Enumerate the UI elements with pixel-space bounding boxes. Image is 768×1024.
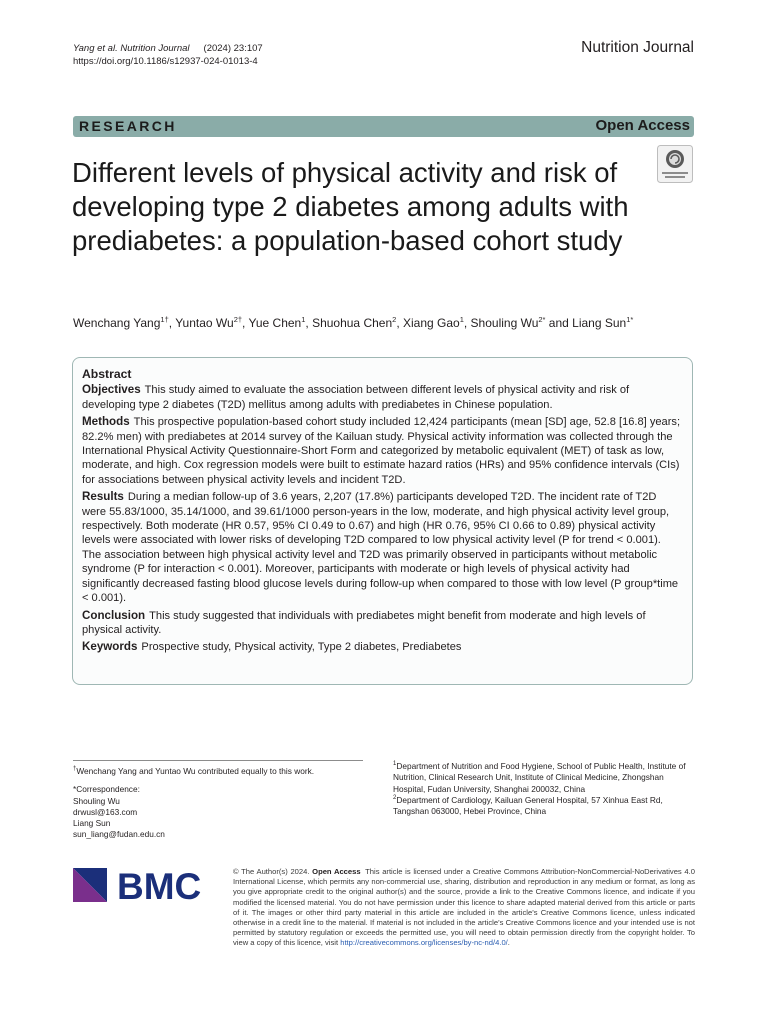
- abstract-box: [72, 357, 693, 685]
- footnote-divider: [73, 760, 363, 761]
- license-link[interactable]: http://creativecommons.org/licenses/by-nc-nd/4.0/: [340, 938, 508, 948]
- affiliation-number: 1: [393, 761, 397, 768]
- author-affiliation-sup: 2†: [233, 315, 243, 324]
- author-separator: ,: [305, 316, 313, 330]
- author-name: Shouling Wu: [470, 316, 539, 330]
- check-for-updates-icon: [657, 145, 693, 183]
- section-label: Methods: [82, 415, 130, 429]
- bmc-logo-text: BMC: [117, 866, 202, 906]
- check-for-updates-badge[interactable]: [657, 145, 693, 183]
- author-affiliation-sup: 2: [392, 315, 397, 324]
- journal-name: Nutrition Journal: [581, 39, 694, 56]
- journal-citation: Yang et al. Nutrition Journal: [73, 43, 190, 54]
- author-affiliation-sup: 1: [301, 315, 306, 324]
- author-name: Yuntao Wu: [175, 316, 234, 330]
- section-text: This study suggested that individuals with prediabetes might benefit from moderate and high levels of physical activity.: [82, 609, 646, 636]
- license-body: This article is licensed under a Creative Commons Attribution-NonCommercial-NoDerivatives 4.0 International License, which permits any non-commercial use, sharing, distribution and reproduction in any medium or format, as long as you give appropriate credit to the original author(s) and the source, provide a link to the Creative Commons licence, and indicate if you modified the licensed material. You do not have permission under this licence to share adapted material derived from this article or parts of it. The images or other third party material in this article are included in the article’s Creative Commons licence, unless indicated otherwise in a credit line to the material. If material is not included in the article’s Creative Commons licence and your intended use is not permitted by statutory regulation or exceeds the permitted use, you will need to obtain permission directly from the copyright holder. To view a copy of this licence, visit: [233, 867, 695, 948]
- affiliation-2: [393, 795, 693, 818]
- author-list: [73, 316, 693, 330]
- contact-email[interactable]: drwusl@163.com: [73, 806, 138, 817]
- equal-contribution-note: †Wenchang Yang and Yuntao Wu contributed equally to this work.: [73, 766, 315, 776]
- section-label: Conclusion: [82, 608, 146, 622]
- running-header: [73, 42, 263, 68]
- correspondence-block: [73, 784, 363, 840]
- section-label: Results: [82, 490, 124, 504]
- affiliation-text: Department of Cardiology, Kailuan General Hospital, 57 Xinhua East Rd, Tangshan 063000, Hebei Province, China: [393, 794, 663, 817]
- section-label: Keywords: [82, 640, 138, 654]
- author-name: Liang Sun: [572, 316, 627, 330]
- contact-email[interactable]: sun_liang@fudan.edu.cn: [73, 829, 165, 840]
- author-name: Xiang Gao: [402, 316, 460, 330]
- section-label: Objectives: [82, 383, 141, 397]
- abstract-conclusion: [82, 609, 682, 638]
- abstract-content: [82, 367, 682, 658]
- open-access-label: Open Access: [595, 117, 690, 134]
- license-tail: .: [507, 938, 510, 948]
- author-affiliation-sup: 1: [459, 315, 464, 324]
- license-text: [233, 867, 695, 949]
- open-access-tag: Open Access: [312, 867, 361, 876]
- contact-name: Liang Sun: [73, 818, 111, 829]
- author-affiliation-sup: 1†: [160, 315, 169, 324]
- abstract-methods: [82, 415, 682, 487]
- author-name: Shuohua Chen: [312, 316, 393, 330]
- abstract-objectives: [82, 383, 682, 412]
- affiliation-1: [393, 761, 693, 795]
- author-separator: ,: [242, 316, 249, 330]
- abstract-heading: Abstract: [82, 367, 132, 381]
- author-affiliation-sup: 1*: [626, 315, 634, 324]
- author-affiliation-sup: 2*: [538, 315, 546, 324]
- correspondence-label: *Correspondence:: [73, 784, 140, 795]
- note-text: Wenchang Yang and Yuntao Wu contributed equally to this work.: [76, 766, 315, 776]
- article-type-label: RESEARCH: [79, 118, 177, 134]
- doi-link[interactable]: https://doi.org/10.1186/s12937-024-01013-4: [73, 56, 258, 67]
- author-separator: ,: [396, 316, 403, 330]
- affiliation-text: Department of Nutrition and Food Hygiene, School of Public Health, Institute of Nutrition, Clinical Research Unit, Institute of Clinical Medicine, Zhongshan Hospital, Fudan University, Shanghai 200032, China: [393, 761, 686, 794]
- volume-info: (2024) 23:107: [203, 43, 263, 54]
- author-name: Yue Chen: [248, 316, 302, 330]
- author-separator: ,: [168, 316, 176, 330]
- section-text: Prospective study, Physical activity, Type 2 diabetes, Prediabetes: [141, 641, 462, 654]
- abstract-keywords: [82, 640, 682, 654]
- article-type-banner: [73, 116, 694, 137]
- copyright: © The Author(s) 2024.: [233, 867, 310, 876]
- section-text: During a median follow-up of 3.6 years, 2,207 (17.8%) participants developed T2D. The incident rate of T2D were 55.83/1000, 35.14/1000, and 39.61/1000 person-years in the low, moderate, and high physical activity level group, respectively. Both moderate (HR 0.57, 95% CI 0.49 to 0.67) and high (HR 0.76, 95% CI 0.66 to 0.89) physical activity levels were associated with lower risks of developing T2D compared to low physical activity level (P for trend < 0.001). The association between high physical activity level and T2D was primarily observed in participants without metabolic syndrome (P for interaction < 0.001). Moreover, participants with moderate or high levels of physical activity had significantly decreased fasting blood glucose levels during follow-up when compared to those with low level (P group*time < 0.001).: [82, 491, 679, 605]
- section-text: This prospective population-based cohort study included 12,424 participants (mean [SD] age, 52.8 [16.8] years; 82.2% men) with prediabetes at 2014 survey of the Kailuan study. Physical activity information was collected through the International Physical Activity Questionnaire-Short Form and categorized by metabolic equivalent (MET) of task as low, moderate, and high. Cox regression models were built to estimate hazard ratios (HRs) and 95% confidence intervals (CIs) for associations between physical activity levels and incident T2D.: [82, 416, 681, 486]
- bmc-logo: [73, 866, 215, 906]
- section-text: This study aimed to evaluate the association between different levels of physical activity and risk of developing type 2 diabetes (T2D) mellitus among adults with prediabetes in Chinese population.: [82, 384, 630, 411]
- footnotes-left: [73, 766, 363, 841]
- abstract-results: [82, 490, 682, 605]
- affiliation-number: 2: [393, 795, 397, 802]
- author-separator: ,: [463, 316, 471, 330]
- affiliations: [393, 761, 693, 817]
- author-name: Wenchang Yang: [73, 316, 161, 330]
- bmc-logo-mark: [73, 866, 215, 906]
- author-separator: and: [545, 316, 573, 330]
- article-title: Different levels of physical activity and risk of developing type 2 diabetes among adults with prediabetes: a population-based cohort study: [72, 157, 629, 256]
- contact-name: Shouling Wu: [73, 795, 120, 806]
